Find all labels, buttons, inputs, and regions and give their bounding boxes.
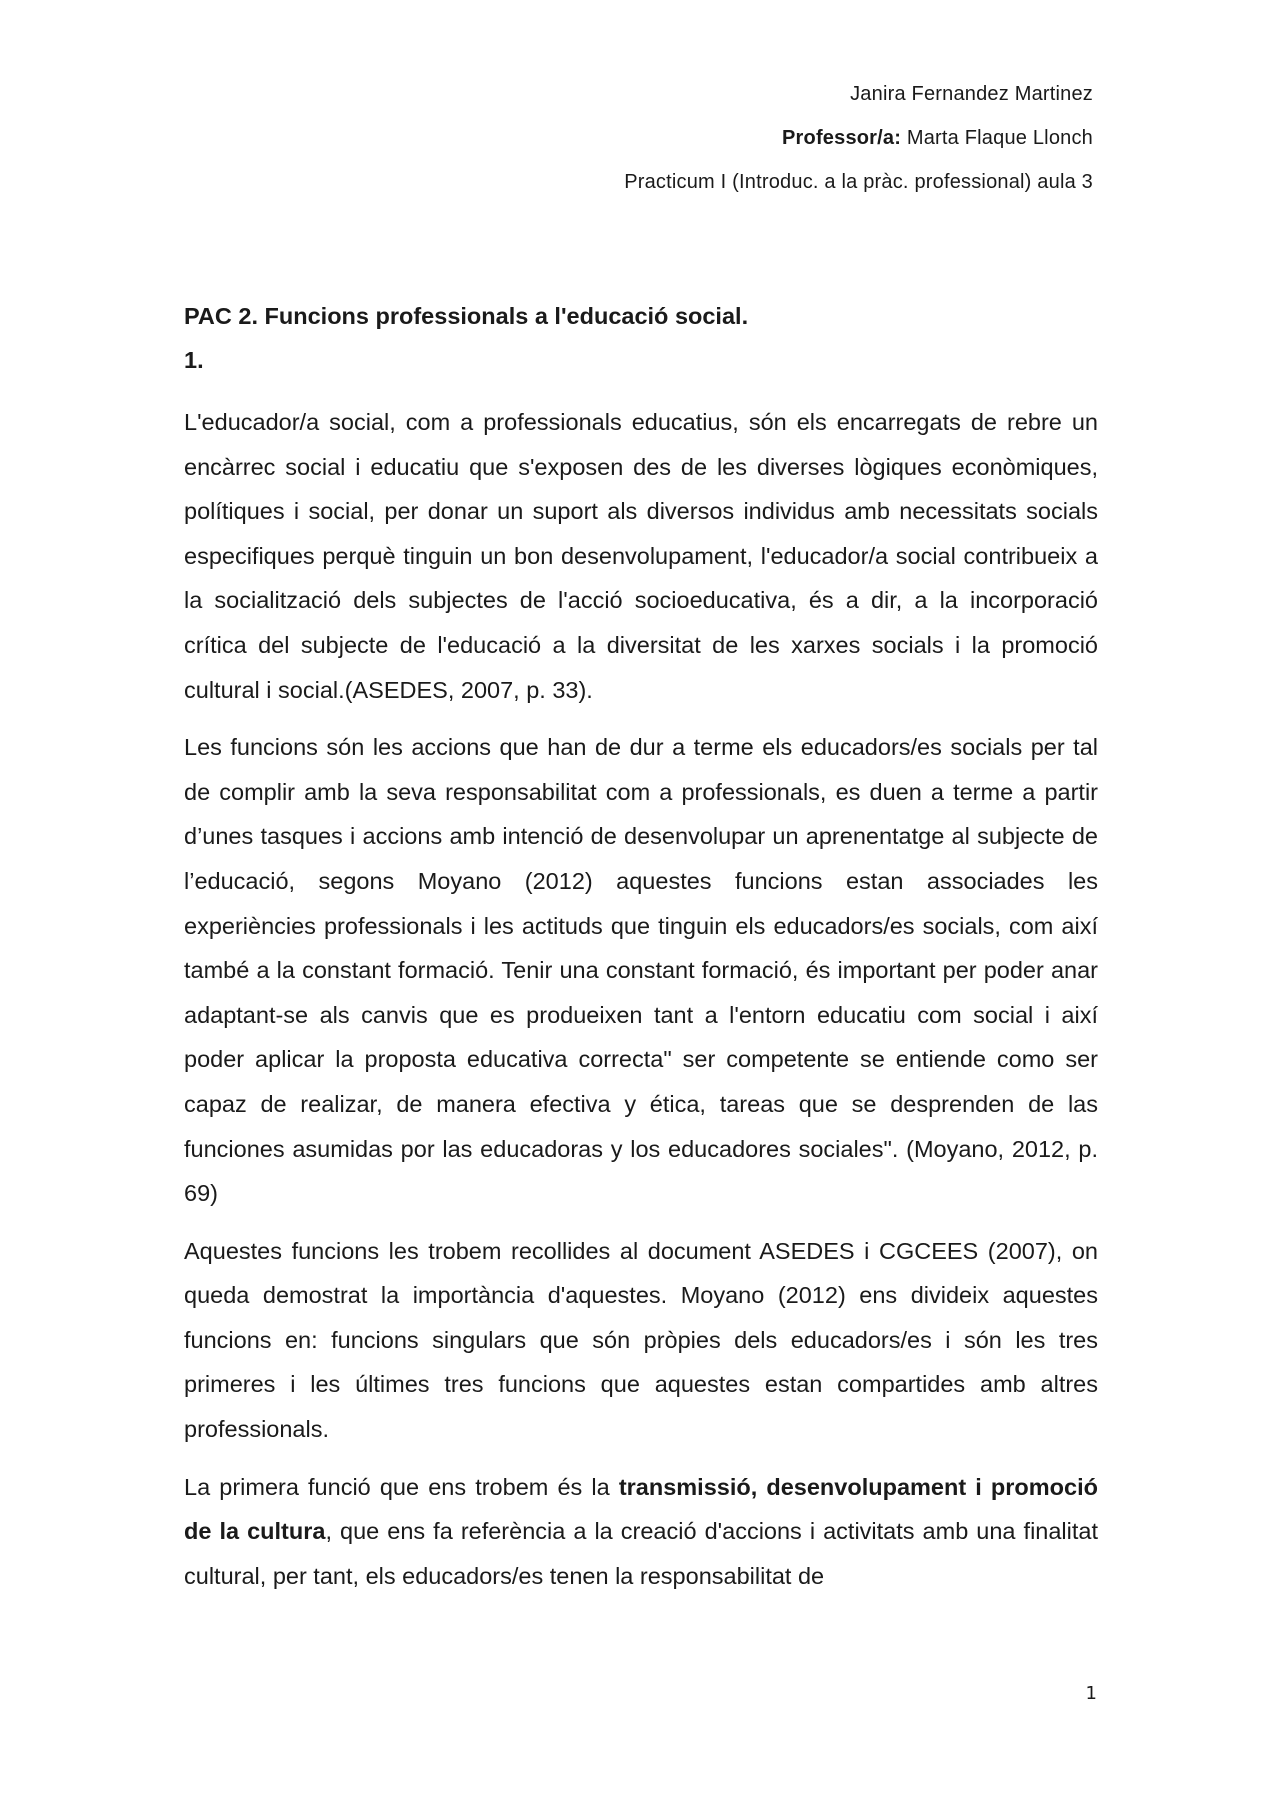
- paragraph: Les funcions són les accions que han de dur a terme els educadors/es socials per tal de complir amb la seva responsabilitat com a professionals, es duen a terme a partir d’unes tasques i accions amb intenció de desenvolupar un aprenentatge al subjecte de l’educació, segons Moyano (2012) aquestes funcions estan associades les experiències professionals i les actituds que tinguin els educadors/es socials, com així també a la constant formació. Tenir una constant formació, és important per poder anar adaptant-se als canvis que es produeixen tant a l'entorn educatiu com social i així poder aplicar la proposta educativa correcta" ser competente se entiende como ser capaz de realizar, de manera efectiva y ética, tareas que se desprenden de las funciones asumidas por las educadoras y los educadores sociales". (Moyano, 2012, p. 69): [184, 734, 1098, 1207]
- course-name: Practicum I (Introduc. a la pràc. professional) aula 3: [624, 171, 1093, 193]
- paragraph-intro: La primera funció que ens trobem és la: [184, 1473, 619, 1500]
- paragraph: [184, 1465, 1098, 1599]
- document-header: [624, 72, 1093, 204]
- paragraph: L'educador/a social, com a professionals educatius, són els encarregats de rebre un encàrrec social i educatiu que s'exposen des de les diverses lògiques econòmiques, polítiques i social, per donar un suport als diversos individus amb necessitats socials especifiques perquè tinguin un bon desenvolupament, l'educador/a social contribueix a la socialització dels subjectes de l'acció socioeducativa, és a dir, a la incorporació crítica del subjecte de l'educació a la diversitat de les xarxes socials i la promoció cultural i social.(ASEDES, 2007, p. 33).: [184, 409, 1098, 703]
- section-number: 1.: [184, 347, 204, 373]
- paragraph: Aquestes funcions les trobem recollides al document ASEDES i CGCEES (2007), on queda demostrat la importància d'aquestes. Moyano (2012) ens divideix aquestes funcions en: funcions singulars que són pròpies dels educadors/es i són les tres primeres i les últimes tres funcions que aquestes estan compartides amb altres professionals.: [184, 1237, 1098, 1443]
- author-name: Janira Fernandez Martinez: [850, 83, 1093, 105]
- paragraph-rest: , que ens fa referència a la creació d'accions i activitats amb una finalitat cultural, per tant, els educadors/es tenen la responsabilitat de: [184, 1518, 1098, 1589]
- document-body: [184, 294, 1098, 1598]
- professor-line: [624, 116, 1093, 160]
- professor-label: Professor/a:: [782, 127, 902, 149]
- professor-name: Marta Flaque Llonch: [901, 127, 1093, 149]
- document-title: PAC 2. Funcions professionals a l'educació social.: [184, 303, 749, 329]
- paragraph-highlight: transmissió, desenvolupament i promoció de la cultura: [184, 1473, 1098, 1545]
- page-number: 1: [1085, 1683, 1097, 1704]
